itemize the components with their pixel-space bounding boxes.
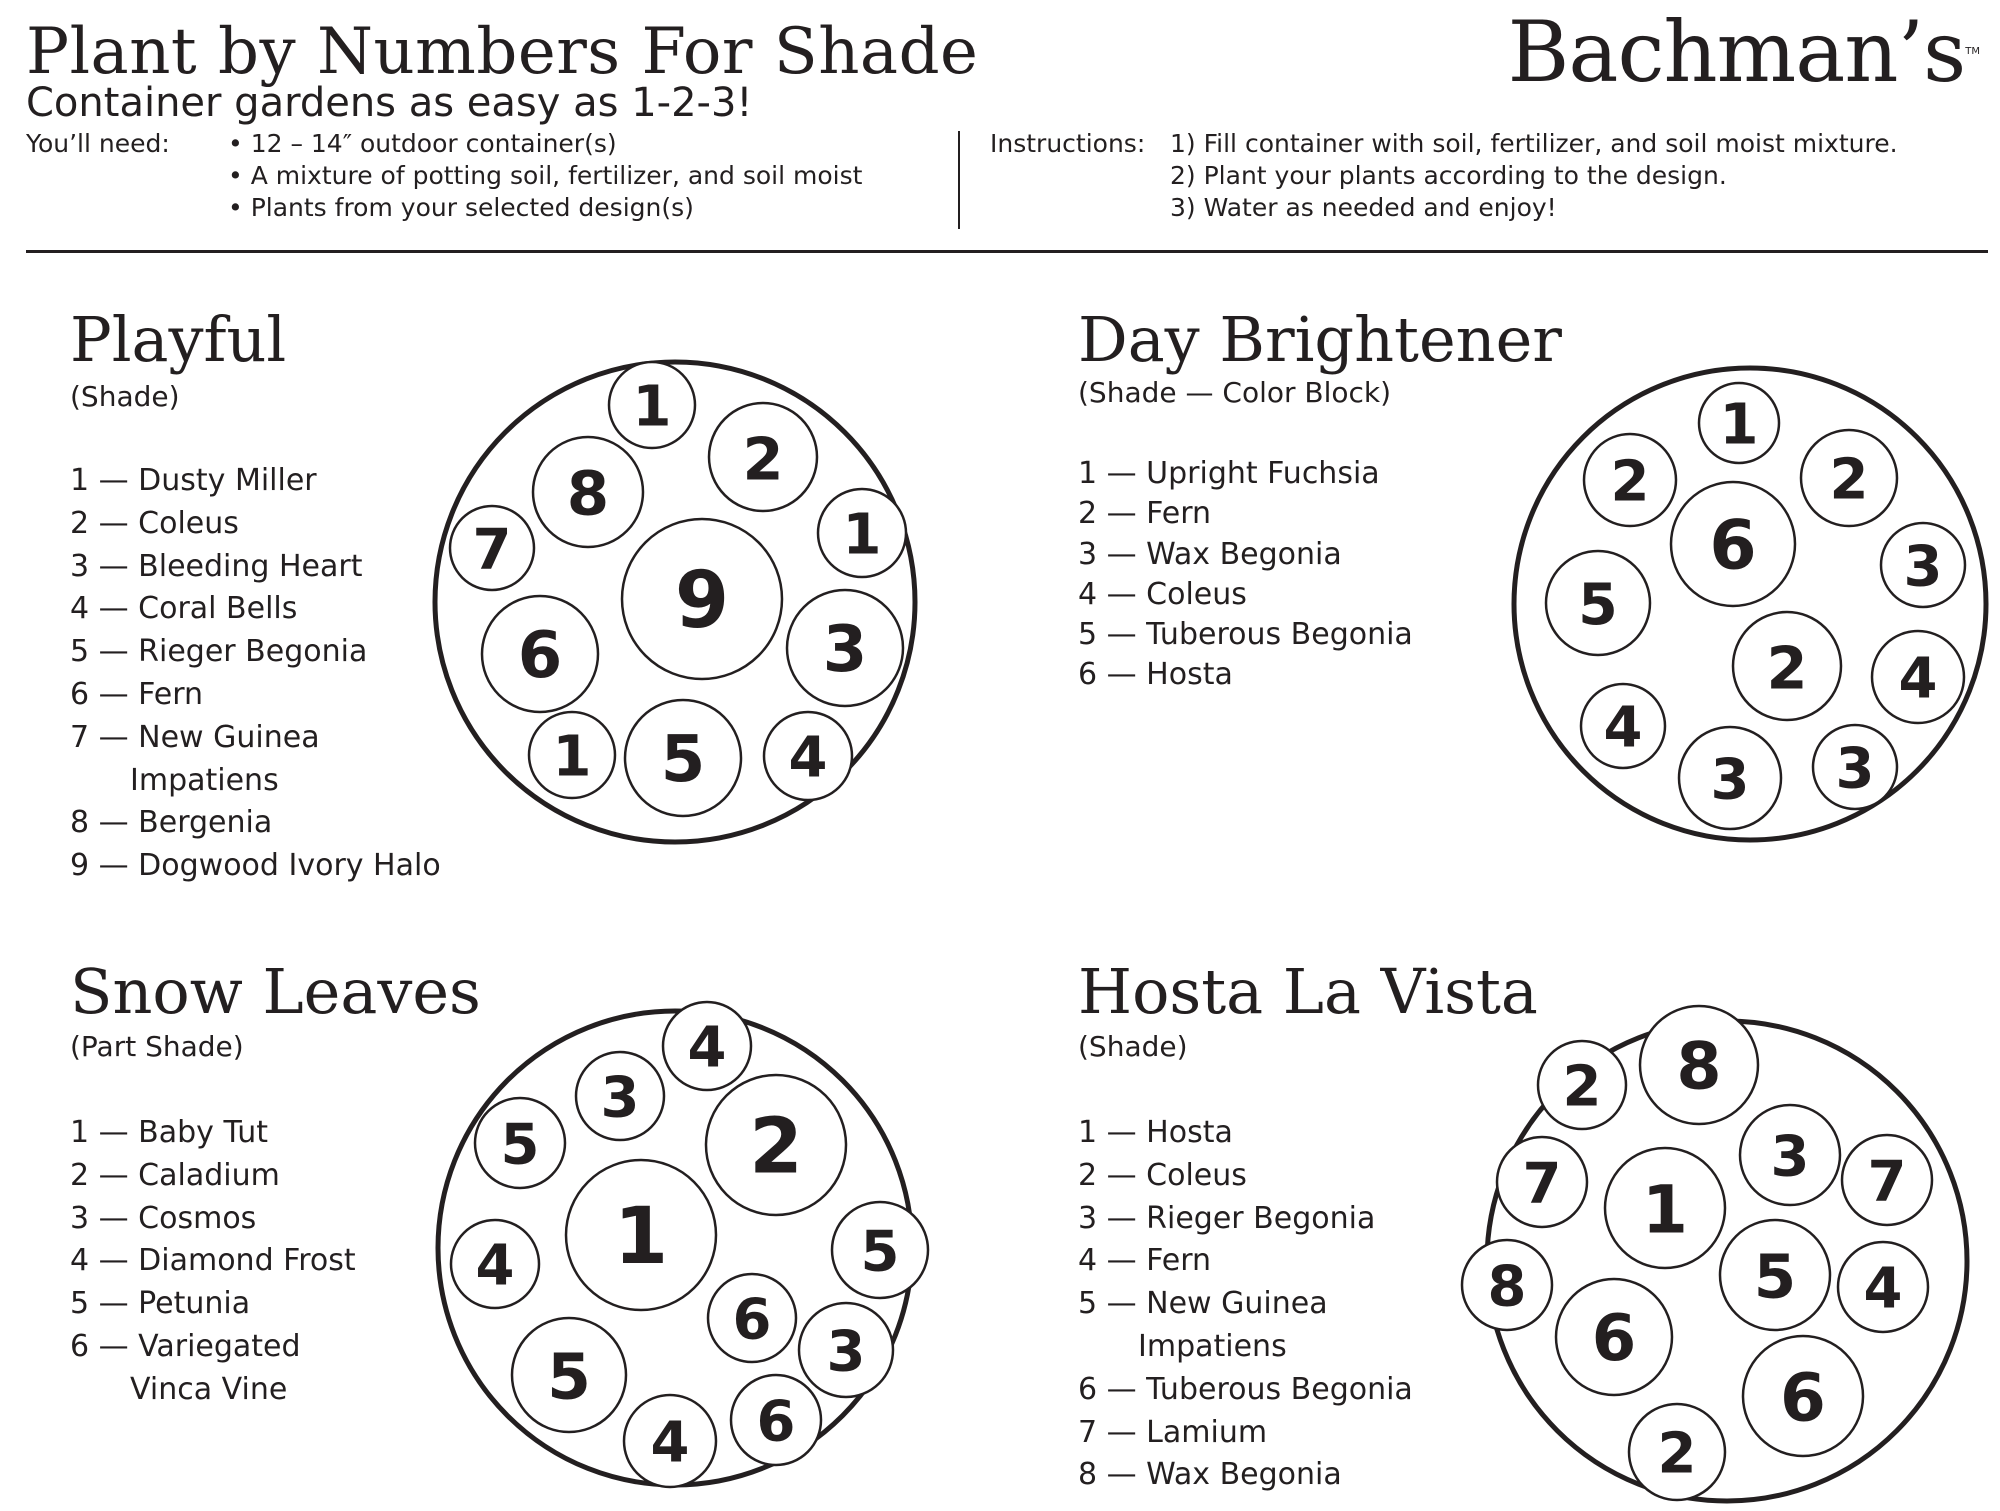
design-title-hosta-la-vista: Hosta La Vista bbox=[1078, 955, 1538, 1028]
design-title-day-brightener: Day Brightener bbox=[1078, 303, 1562, 376]
plant-pot-number: 5 bbox=[660, 723, 706, 797]
plant-pot-number: 2 bbox=[1766, 633, 1808, 703]
plant-pot-number: 4 bbox=[1603, 695, 1643, 761]
plant-item: 2 — Caladium bbox=[70, 1157, 280, 1193]
plant-item: 2 — Coleus bbox=[1078, 1157, 1247, 1193]
pots-hosta-la-vista bbox=[1462, 1006, 1932, 1500]
plant-pot-number: 5 bbox=[1578, 572, 1618, 638]
plant-pot-number: 7 bbox=[1522, 1151, 1562, 1217]
plant-item: 6 — Tuberous Begonia bbox=[1078, 1371, 1413, 1407]
plant-item: 1 — Hosta bbox=[1078, 1115, 1233, 1150]
plant-pot-number: 4 bbox=[475, 1233, 515, 1299]
page-title: Plant by Numbers For Shade bbox=[26, 15, 979, 89]
needs-item: • A mixture of potting soil, fertilizer, and soil moist bbox=[228, 161, 863, 190]
plant-pot-number: 4 bbox=[1898, 646, 1938, 712]
plant-item: 5 — New Guinea bbox=[1078, 1286, 1328, 1322]
plant-item: 4 — Fern bbox=[1078, 1243, 1212, 1279]
plant-item: 6 — Hosta bbox=[1078, 657, 1233, 693]
plant-pot-number: 7 bbox=[1867, 1149, 1907, 1215]
plant-item: 8 — Bergenia bbox=[70, 805, 273, 841]
plant-item: 9 — Dogwood Ivory Halo bbox=[70, 848, 441, 884]
plant-pot-number: 2 bbox=[749, 1102, 803, 1192]
plant-pot-number: 2 bbox=[1610, 449, 1650, 515]
plant-pot-number: 3 bbox=[1903, 534, 1943, 600]
plant-item: 3 — Bleeding Heart bbox=[70, 548, 363, 584]
plant-item: 3 — Cosmos bbox=[70, 1200, 257, 1236]
brand-trademark: TM bbox=[1965, 46, 1980, 57]
design-condition: (Shade — Color Block) bbox=[1078, 376, 1392, 409]
needs-label: You’ll need: bbox=[26, 129, 170, 158]
plant-item-continued: Vinca Vine bbox=[130, 1371, 288, 1407]
design-condition: (Shade) bbox=[70, 380, 180, 413]
plant-pot-number: 5 bbox=[500, 1112, 540, 1178]
plant-pot-number: 2 bbox=[1657, 1421, 1697, 1487]
plant-item: 2 — Fern bbox=[1078, 496, 1212, 532]
plant-pot-number: 5 bbox=[547, 1340, 591, 1414]
plant-item: 4 — Coral Bells bbox=[70, 591, 298, 627]
plant-pot-number: 4 bbox=[650, 1410, 690, 1476]
plant-pot-number: 1 bbox=[552, 724, 592, 790]
plant-pot-number: 3 bbox=[1770, 1124, 1810, 1190]
plant-pot-number: 1 bbox=[1719, 392, 1759, 458]
plant-pot-number: 4 bbox=[788, 725, 828, 791]
needs-item: • Plants from your selected design(s) bbox=[228, 193, 694, 222]
plant-item: 4 — Diamond Frost bbox=[70, 1243, 356, 1279]
plant-pot-number: 5 bbox=[1753, 1241, 1797, 1313]
plant-item: 5 — Petunia bbox=[70, 1286, 251, 1322]
pots-playful bbox=[450, 362, 906, 816]
plant-item: 7 — Lamium bbox=[1078, 1414, 1268, 1450]
plant-pot-number: 6 bbox=[517, 619, 563, 693]
pots-day-brightener bbox=[1546, 383, 1965, 829]
plant-item: 6 — Fern bbox=[70, 676, 204, 712]
needs-item: • 12 – 14″ outdoor container(s) bbox=[228, 129, 617, 158]
plant-item: 1 — Dusty Miller bbox=[70, 463, 317, 498]
plant-item: 7 — New Guinea bbox=[70, 719, 320, 755]
plant-item: 2 — Coleus bbox=[70, 505, 239, 541]
instruction-step: 2) Plant your plants according to the design. bbox=[1170, 161, 1727, 190]
plant-pot-number: 2 bbox=[1562, 1054, 1602, 1120]
plant-item: 1 — Baby Tut bbox=[70, 1115, 269, 1150]
plant-pot-number: 1 bbox=[842, 502, 882, 568]
plant-pot-number: 4 bbox=[1863, 1256, 1903, 1322]
plant-item: 8 — Wax Begonia bbox=[1078, 1457, 1342, 1493]
plant-item: 3 — Rieger Begonia bbox=[1078, 1200, 1376, 1236]
pots-snow-leaves bbox=[451, 1002, 928, 1487]
plant-pot-number: 6 bbox=[1780, 1359, 1826, 1437]
instruction-step: 3) Water as needed and enjoy! bbox=[1170, 193, 1557, 222]
design-title-playful: Playful bbox=[70, 303, 287, 376]
brand-name: Bachman’s bbox=[1507, 3, 1966, 101]
plant-pot-number: 6 bbox=[756, 1389, 796, 1455]
plant-item: 6 — Variegated bbox=[70, 1328, 301, 1364]
plant-pot-number: 3 bbox=[1710, 747, 1750, 813]
plant-pot-number: 1 bbox=[1642, 1171, 1688, 1249]
design-title-snow-leaves: Snow Leaves bbox=[70, 955, 481, 1028]
plant-item: 3 — Wax Begonia bbox=[1078, 536, 1342, 572]
plant-pot-number: 1 bbox=[632, 374, 672, 440]
plant-item: 4 — Coleus bbox=[1078, 576, 1247, 612]
plant-pot-number: 8 bbox=[1487, 1254, 1527, 1320]
plant-item-continued: Impatiens bbox=[130, 762, 279, 798]
design-condition: (Part Shade) bbox=[70, 1030, 244, 1063]
plant-pot-number: 3 bbox=[822, 613, 868, 687]
plant-pot-number: 3 bbox=[1835, 736, 1875, 802]
plant-pot-number: 8 bbox=[566, 458, 610, 530]
design-condition: (Shade) bbox=[1078, 1030, 1188, 1063]
plant-pot-number: 1 bbox=[613, 1192, 669, 1282]
plant-pot-number: 6 bbox=[732, 1287, 772, 1353]
instruction-step: 1) Fill container with soil, fertilizer, and soil moist mixture. bbox=[1170, 129, 1898, 158]
plant-pot-number: 6 bbox=[1591, 1302, 1637, 1376]
plant-pot-number: 5 bbox=[860, 1219, 900, 1285]
page-subtitle: Container gardens as easy as 1-2-3! bbox=[26, 80, 753, 126]
plant-pot-number: 4 bbox=[687, 1015, 727, 1081]
plant-pot-number: 7 bbox=[472, 517, 512, 583]
plant-item: 5 — Tuberous Begonia bbox=[1078, 617, 1413, 653]
instructions-label: Instructions: bbox=[990, 129, 1146, 158]
plant-pot-number: 2 bbox=[1829, 447, 1869, 513]
plant-pot-number: 6 bbox=[1709, 506, 1757, 586]
plant-pot-number: 9 bbox=[674, 556, 730, 646]
plant-item-continued: Impatiens bbox=[1138, 1328, 1287, 1364]
plant-pot-number: 3 bbox=[600, 1065, 640, 1131]
plant-pot-number: 8 bbox=[1676, 1029, 1722, 1105]
plant-item: 5 — Rieger Begonia bbox=[70, 634, 368, 670]
plant-item: 1 — Upright Fuchsia bbox=[1078, 456, 1380, 491]
plant-pot-number: 3 bbox=[826, 1319, 866, 1385]
plant-pot-number: 2 bbox=[742, 424, 784, 494]
